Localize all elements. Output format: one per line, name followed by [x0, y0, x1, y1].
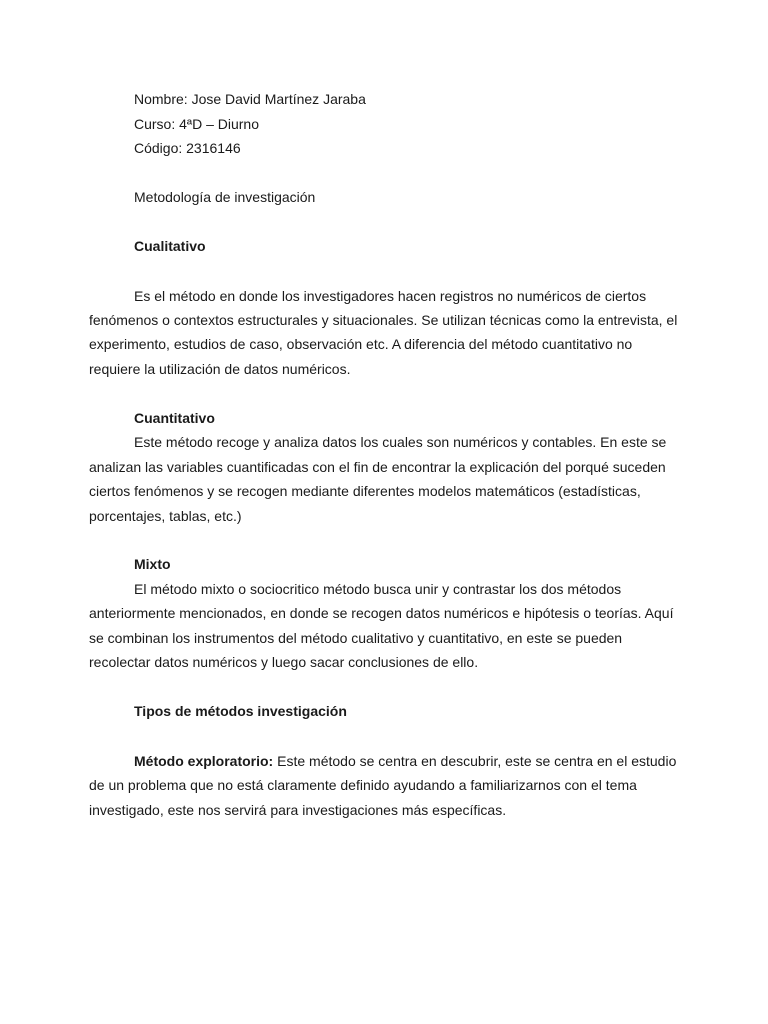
exploratorio-line-1 — [134, 753, 676, 770]
student-name: Nombre: Jose David Martínez Jaraba — [134, 91, 366, 107]
course-line: Curso: 4ªD – Diurno — [134, 116, 260, 132]
mixto-line-1: El método mixto o sociocritico método busca unir y contrastar los dos métodos — [134, 581, 622, 597]
mixto-line-2: anteriormente mencionados, en donde se recogen datos numéricos e hipótesis o teorías. Aquí — [89, 605, 674, 621]
heading-cualitativo: Cualitativo — [134, 238, 206, 254]
exploratorio-line-2: de un problema que no está claramente definido ayudando a familiarizarnos con el tema — [89, 777, 637, 793]
cualitativo-line-3: experimento, estudios de caso, observación etc. A diferencia del método cuantitativo no — [89, 336, 633, 352]
exploratorio-label: Método exploratorio: — [134, 753, 274, 769]
cuantitativo-line-2: analizan las variables cuantificadas con el fin de encontrar la explicación del porqué suceden — [89, 459, 666, 475]
cualitativo-line-4: requiere la utilización de datos numéricos. — [89, 361, 351, 377]
mixto-line-4: recolectar datos numéricos y luego sacar conclusiones de ello. — [89, 654, 479, 670]
code-line: Código: 2316146 — [134, 140, 241, 156]
subject-title: Metodología de investigación — [134, 189, 316, 205]
cuantitativo-line-4: porcentajes, tablas, etc.) — [89, 508, 242, 524]
cualitativo-line-1: Es el método en donde los investigadores hacen registros no numéricos de ciertos — [134, 288, 647, 304]
exploratorio-first-text: Este método se centra en descubrir, este se centra en el estudio — [273, 753, 677, 769]
cuantitativo-line-1: Este método recoge y analiza datos los cuales son numéricos y contables. En este se — [134, 434, 667, 450]
cuantitativo-line-3: ciertos fenómenos y se recogen mediante diferentes modelos matemáticos (estadísticas, — [89, 483, 641, 499]
cualitativo-line-2: fenómenos o contextos estructurales y situacionales. Se utilizan técnicas como la entrevista, el — [89, 312, 678, 328]
heading-mixto: Mixto — [134, 556, 171, 572]
heading-cuantitativo: Cuantitativo — [134, 410, 215, 426]
exploratorio-line-3: investigado, este nos servirá para investigaciones más específicas. — [89, 802, 507, 818]
heading-tipos: Tipos de métodos investigación — [134, 703, 347, 719]
mixto-line-3: se combinan los instrumentos del método cualitativo y cuantitativo, en este se pueden — [89, 630, 623, 646]
